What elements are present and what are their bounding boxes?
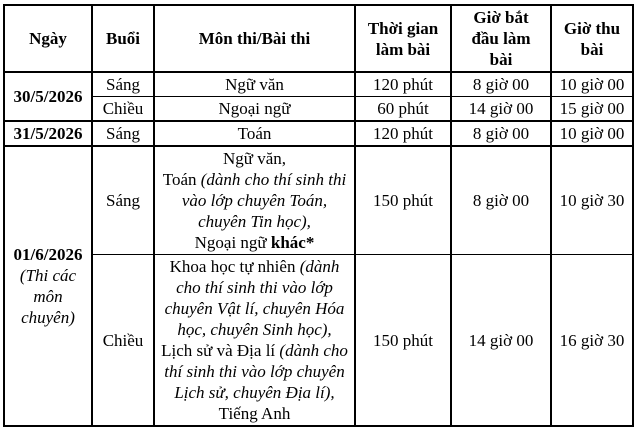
session-cell: Sáng — [92, 72, 154, 97]
duration-cell: 120 phút — [355, 121, 451, 146]
header-collect-time: Giờ thu bài — [551, 5, 633, 72]
subject-cell: Ngữ văn, Toán (dành cho thí sinh thi vào lớp chuyên Toán, chuyên Tin học), Ngoại ngữ khác* — [154, 146, 355, 255]
subject-cell: Toán — [154, 121, 355, 146]
duration-cell: 120 phút — [355, 72, 451, 97]
start-time-cell: 8 giờ 00 — [451, 146, 551, 255]
table-row — [4, 72, 633, 97]
date-cell — [4, 146, 92, 426]
start-time-cell: 8 giờ 00 — [451, 72, 551, 97]
start-time-cell: 14 giờ 00 — [451, 255, 551, 427]
header-start-time: Giờ bắt đầu làm bài — [451, 5, 551, 72]
subject-cell: Ngoại ngữ — [154, 97, 355, 122]
collect-time-cell: 10 giờ 00 — [551, 121, 633, 146]
duration-cell: 150 phút — [355, 255, 451, 427]
session-cell: Chiều — [92, 255, 154, 427]
session-cell: Chiều — [92, 97, 154, 122]
subject-cell: Ngữ văn — [154, 72, 355, 97]
header-row — [4, 5, 633, 72]
collect-time-cell: 10 giờ 00 — [551, 72, 633, 97]
header-date: Ngày — [4, 5, 92, 72]
table-row — [4, 97, 633, 122]
table-row — [4, 146, 633, 255]
header-duration: Thời gian làm bài — [355, 5, 451, 72]
start-time-cell: 8 giờ 00 — [451, 121, 551, 146]
date-cell: 31/5/2026 — [4, 121, 92, 146]
start-time-cell: 14 giờ 00 — [451, 97, 551, 122]
table-row — [4, 121, 633, 146]
session-cell: Sáng — [92, 121, 154, 146]
date-cell: 30/5/2026 — [4, 72, 92, 121]
collect-time-cell: 10 giờ 30 — [551, 146, 633, 255]
duration-cell: 150 phút — [355, 146, 451, 255]
date-note: (Thi các môn chuyên) — [19, 266, 77, 327]
header-subject: Môn thi/Bài thi — [154, 5, 355, 72]
subject-cell: Khoa học tự nhiên (dành cho thí sinh thi vào lớp chuyên Vật lí, chuyên Hóa học, chuyên Sinh học), Lịch sử và Địa lí (dành cho thí sinh thi vào lớp chuyên Lịch sử, chuyên Địa lí), Tiếng Anh — [154, 255, 355, 427]
header-session: Buổi — [92, 5, 154, 72]
session-cell: Sáng — [92, 146, 154, 255]
collect-time-cell: 15 giờ 00 — [551, 97, 633, 122]
duration-cell: 60 phút — [355, 97, 451, 122]
exam-schedule-table — [3, 4, 634, 427]
date-value: 01/6/2026 — [13, 245, 83, 264]
table-row — [4, 255, 633, 427]
collect-time-cell: 16 giờ 30 — [551, 255, 633, 427]
